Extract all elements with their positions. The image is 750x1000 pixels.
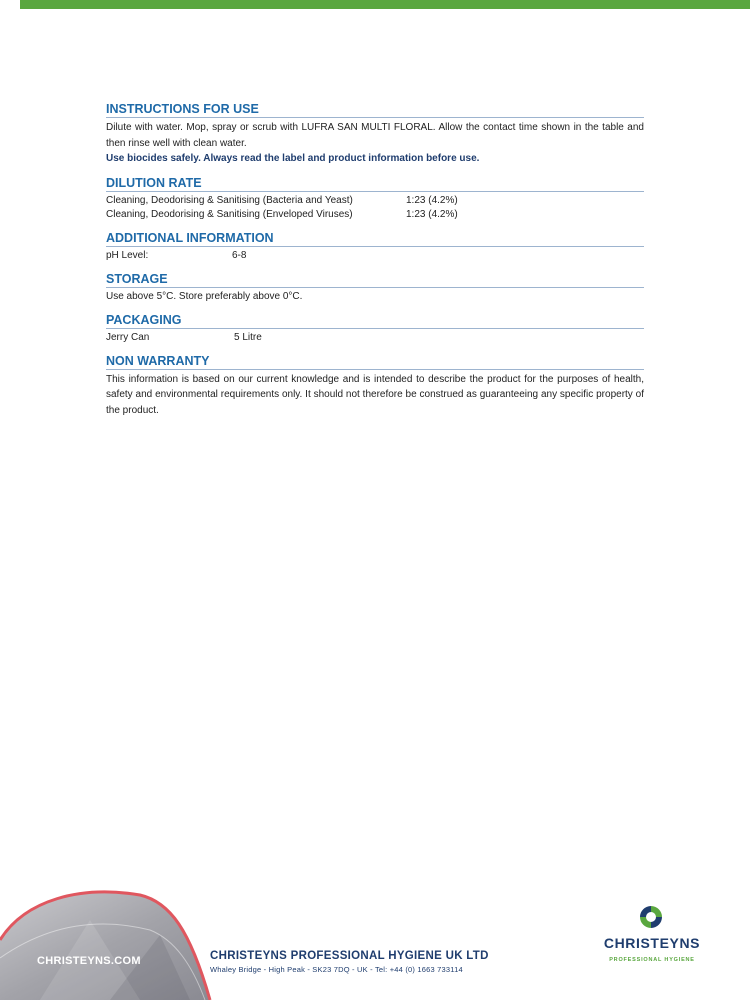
warranty-section bbox=[106, 354, 644, 419]
ph-label: pH Level: bbox=[106, 249, 149, 261]
dilution-row bbox=[106, 194, 644, 208]
instructions-text: Dilute with water. Mop, spray or scrub with LUFRA SAN MULTI FLORAL. Allow the contact time shown in the table and then rinse well with clean water. bbox=[106, 122, 644, 149]
warranty-title: NON WARRANTY bbox=[106, 354, 644, 370]
packaging-section bbox=[106, 313, 644, 345]
footer-wave-graphic bbox=[0, 860, 750, 1000]
top-accent-bar bbox=[20, 0, 750, 9]
warranty-text: This information is based on our current knowledge and is intended to describe the product for the purposes of health, safety and environmental requirements only. It should not therefore be construed as guaranteeing any specific property of the product. bbox=[106, 373, 644, 416]
packaging-value: 5 Litre bbox=[234, 331, 262, 343]
dilution-title: DILUTION RATE bbox=[106, 176, 644, 192]
dilution-value: 1:23 (4.2%) bbox=[406, 208, 458, 220]
dilution-label: Cleaning, Deodorising & Sanitising (Bacteria and Yeast) bbox=[106, 194, 353, 206]
additional-title: ADDITIONAL INFORMATION bbox=[106, 231, 644, 247]
company-name: CHRISTEYNS PROFESSIONAL HYGIENE UK LTD bbox=[210, 950, 489, 962]
dilution-label: Cleaning, Deodorising & Sanitising (Enveloped Viruses) bbox=[106, 208, 353, 220]
ph-row bbox=[106, 249, 644, 263]
storage-title: STORAGE bbox=[106, 272, 644, 288]
ph-value: 6-8 bbox=[232, 249, 247, 261]
storage-text: Use above 5°C. Store preferably above 0°C. bbox=[106, 290, 303, 302]
instructions-title: INSTRUCTIONS FOR USE bbox=[106, 102, 644, 118]
company-address: Whaley Bridge - High Peak - SK23 7DQ - UK - Tel: +44 (0) 1663 733114 bbox=[210, 965, 463, 974]
footer bbox=[0, 860, 750, 1000]
biocide-warning: Use biocides safely. Always read the label and product information before use. bbox=[106, 153, 480, 164]
instructions-section bbox=[106, 102, 644, 167]
document-body bbox=[106, 102, 644, 427]
additional-section bbox=[106, 231, 644, 263]
brand-tagline: PROFESSIONAL HYGIENE bbox=[609, 957, 695, 963]
website-link[interactable]: CHRISTEYNS.COM bbox=[37, 955, 141, 967]
dilution-section bbox=[106, 176, 644, 222]
christeyns-logo-icon bbox=[638, 904, 664, 930]
packaging-label: Jerry Can bbox=[106, 331, 150, 343]
dilution-value: 1:23 (4.2%) bbox=[406, 194, 458, 206]
dilution-row bbox=[106, 208, 644, 222]
storage-section bbox=[106, 272, 644, 304]
packaging-title: PACKAGING bbox=[106, 313, 644, 329]
brand-name: CHRISTEYNS bbox=[603, 935, 701, 951]
packaging-row bbox=[106, 331, 644, 345]
